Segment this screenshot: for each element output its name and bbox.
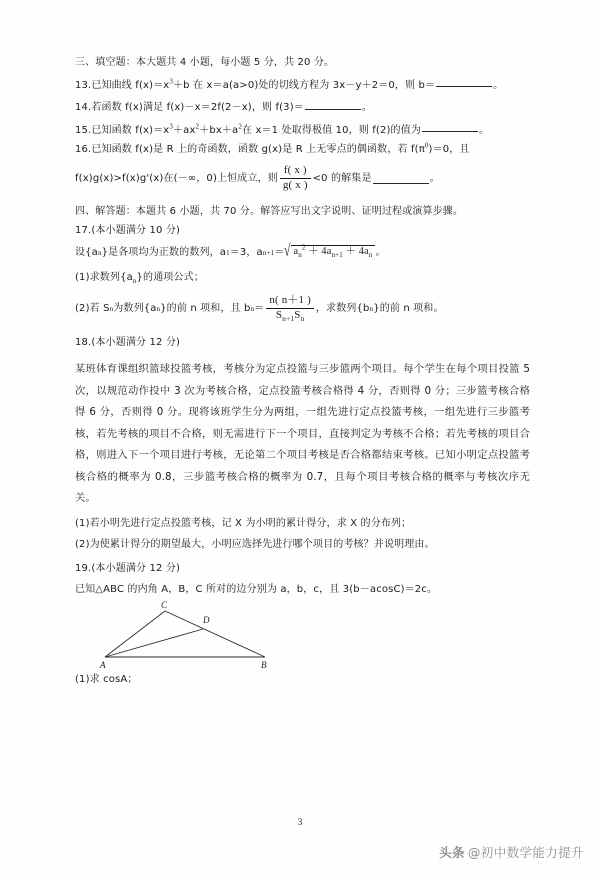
question-16-fraction-denominator: g( x ) xyxy=(282,178,308,191)
vertex-label-d: D xyxy=(203,614,210,625)
question-18-part-2-text: 为使累计得分的期望最大，小明应选择先进行哪个项目的考核？并说明理由。 xyxy=(89,539,435,551)
question-18-part-2-label: (2) xyxy=(75,539,90,551)
watermark xyxy=(439,843,584,861)
question-18-part-2 xyxy=(75,540,530,550)
question-16-number: 16. xyxy=(75,144,92,156)
question-13-text-mid: ＋b 在 x＝a(a>0)处的切线方程为 3x－y＋2＝0，则 b＝ xyxy=(173,79,436,91)
question-18-marks xyxy=(75,338,530,348)
question-16-line-1 xyxy=(75,141,530,156)
question-16-fraction-numerator: f( x ) xyxy=(280,165,311,179)
question-14-number: 14. xyxy=(75,101,92,113)
section-solve-heading: 四、解答题：本题共 6 小题，共 70 分。解答应写出文字说明、证明过程或演算步骤。 xyxy=(75,205,464,217)
question-16-answer-blank[interactable] xyxy=(373,175,429,185)
question-15-answer-blank[interactable] xyxy=(422,123,478,133)
question-18-number: 18. xyxy=(75,337,92,349)
question-18-part-1-label: (1) xyxy=(75,517,90,529)
page-number: 3 xyxy=(297,818,303,828)
question-16-text-line2-end: 。 xyxy=(429,173,440,185)
question-15-exponent-3: 2 xyxy=(238,121,242,130)
question-17-radical xyxy=(284,241,375,261)
question-17-part-1-label: (1) xyxy=(75,272,90,284)
question-17-stem-end: 。 xyxy=(375,246,386,258)
question-17-stem: 设{a n }是各项均为正数的数列，a 1 ＝3，a n+1 ＝ √ $a_n^2 + 4a_{n+1} + 4a_n$ 。 xyxy=(75,241,386,261)
question-17-part-2: (2) 若 S n 为数列{a n }的前 n 项和，且 b n ＝ $\frac{n( n+1 )}{S_{n+1}S_n}$ ，求数列{b n }的前 n 项和。 xyxy=(75,294,444,324)
question-15-text-b: ＋bx＋a xyxy=(199,124,239,136)
segment-ad xyxy=(105,629,203,657)
question-13-text-before: 已知曲线 f(x)＝x xyxy=(91,79,170,91)
question-17-stem-mid: }是各项均为正数的数列，a xyxy=(101,246,227,258)
vertex-label-a: A xyxy=(100,659,106,669)
question-17-marks xyxy=(75,226,530,236)
segment-ac xyxy=(105,611,165,657)
question-18-part-1 xyxy=(75,519,530,529)
question-17-part-2-text-b: 为数列{a xyxy=(113,303,157,315)
question-17-radicand: $a_n^2 + 4a_{n+1} + 4a_n$ xyxy=(291,245,375,260)
question-15-exponent-1: 3 xyxy=(169,121,174,130)
question-19-part-1 xyxy=(75,675,530,685)
question-19-part-1-label: (1) xyxy=(75,673,90,685)
question-15-text-after: 。 xyxy=(479,124,490,136)
question-17-bn-denominator: $S_{n+1}S_n$ xyxy=(275,308,305,324)
vertex-label-b: B xyxy=(261,659,267,669)
question-17-bn-fraction xyxy=(266,294,314,324)
question-16-text-line1-tail: )＝0，且 xyxy=(428,144,470,156)
question-18-marks-label: (本小题满分 12 分) xyxy=(91,337,181,349)
question-19-stem: 已知△ABC 的内角 A，B，C 所对的边分别为 a，b，c，且 3(b－acosC)＝2c。 xyxy=(75,583,438,595)
question-17-part-2-text-a: 若 S xyxy=(89,303,110,315)
question-17-stem-before: 设{a xyxy=(75,246,98,258)
triangle-abc-svg xyxy=(93,601,293,669)
section-fill-in-heading: 三、填空题：本大题共 4 小题，每小题 5 分，共 20 分。 xyxy=(75,57,335,68)
question-15-exponent-2: 2 xyxy=(195,121,200,130)
question-17-stem-mid2: ＝3，a xyxy=(229,246,263,258)
question-17-part-2-text-e: ，求数列{b xyxy=(315,303,370,315)
question-18-body: 某班体育课组织篮球投篮考核，考核分为定点投篮与三步篮两个项目。每个学生在每个项目投篮 5 次，以规范动作投中 3 次为考核合格，定点投篮考核合格得 4 分，否则得 0 分；三步篮考核合格得 6 分，否则得 0 分。现将该班学生分为两组，一组先进行定点投篮考核，一组先进行三步篮考核，若先考核的项目不合格，则无需进行下一个项目，直接判定为考核不合格；若先考核的项目合格，则进入下一个项目进行考核，无论第二个项目考核是否合格都结束考核。已知小明定点投篮考核合格的概率为 0.8，三步篮考核合格的概率为 0.7，且每个项目考核合格的概率与考核次序无关。 xyxy=(75,363,530,505)
radical-sign-icon: √ xyxy=(284,241,291,261)
question-14-text-before: 若函数 f(x)满足 f(x)－x＝2f(2－x)，则 f(3)＝ xyxy=(91,101,304,113)
segment-cb xyxy=(165,611,265,657)
question-13-answer-blank[interactable] xyxy=(436,78,492,88)
question-17-marks-label: (本小题满分 10 分) xyxy=(91,225,181,237)
page-content xyxy=(75,58,530,685)
question-16-text-line2-before: f(x)g(x)>f(x)g'(x)在(－∞，0)上恒成立，则 xyxy=(75,173,278,185)
question-16-text-line1: 已知函数 f(x)是 R 上的奇函数，函数 g(x)是 R 上无零点的偶函数，若 f(π xyxy=(91,144,425,156)
question-16-fraction xyxy=(280,165,311,191)
question-19-marks xyxy=(75,564,530,574)
question-17-part-2-label: (2) xyxy=(75,303,90,315)
watermark-handle: @初中数学能力提升 xyxy=(467,845,584,860)
vertex-label-c: C xyxy=(161,600,168,610)
question-13-exponent-1: 3 xyxy=(169,76,174,85)
question-13 xyxy=(75,78,530,91)
question-19-marks-label: (本小题满分 12 分) xyxy=(91,562,181,574)
question-14 xyxy=(75,100,530,113)
question-15-text-mid: 在 x＝1 处取得极值 10，则 f(2)的值为 xyxy=(241,124,421,136)
question-17-part-1-sub: n xyxy=(132,277,137,286)
question-16-exponent: 0 xyxy=(424,141,429,150)
question-13-text-after: 。 xyxy=(493,79,504,91)
question-14-answer-blank[interactable] xyxy=(305,100,361,110)
question-17-part-1 xyxy=(75,272,530,286)
question-17-part-1-text-before: 求数列{a xyxy=(89,272,133,284)
question-14-text-after: 。 xyxy=(361,101,373,113)
question-17-part-2-text-d: ＝ xyxy=(254,303,265,315)
triangle-figure xyxy=(93,601,293,669)
question-17-part-2-text-f: }的前 n 项和。 xyxy=(373,303,444,315)
question-15-number: 15. xyxy=(75,124,92,136)
question-17-part-1-text-after: }的通项公式； xyxy=(136,272,204,284)
watermark-source: 头条 xyxy=(439,845,465,860)
question-15-text-before: 已知函数 f(x)＝x xyxy=(91,124,170,136)
question-19-part-1-text: 求 cosA； xyxy=(89,673,138,685)
question-17-bn-numerator: n( n＋1 ) xyxy=(266,295,314,309)
question-16-line-2 xyxy=(75,166,530,192)
question-15-text-a: ＋ax xyxy=(173,124,196,136)
question-17-part-2-text-c: }的前 n 项和，且 b xyxy=(160,303,251,315)
question-16-text-line2-after: <0 的解集是 xyxy=(312,173,372,185)
question-13-number: 13. xyxy=(75,79,92,91)
question-19-number: 19. xyxy=(75,562,92,574)
question-15 xyxy=(75,123,530,136)
question-17-stem-mid3: ＝ xyxy=(274,246,285,258)
question-17-number: 17. xyxy=(75,225,92,237)
question-18-part-1-text: 若小明先进行定点投篮考核，记 X 为小明的累计得分，求 X 的分布列； xyxy=(89,517,412,529)
